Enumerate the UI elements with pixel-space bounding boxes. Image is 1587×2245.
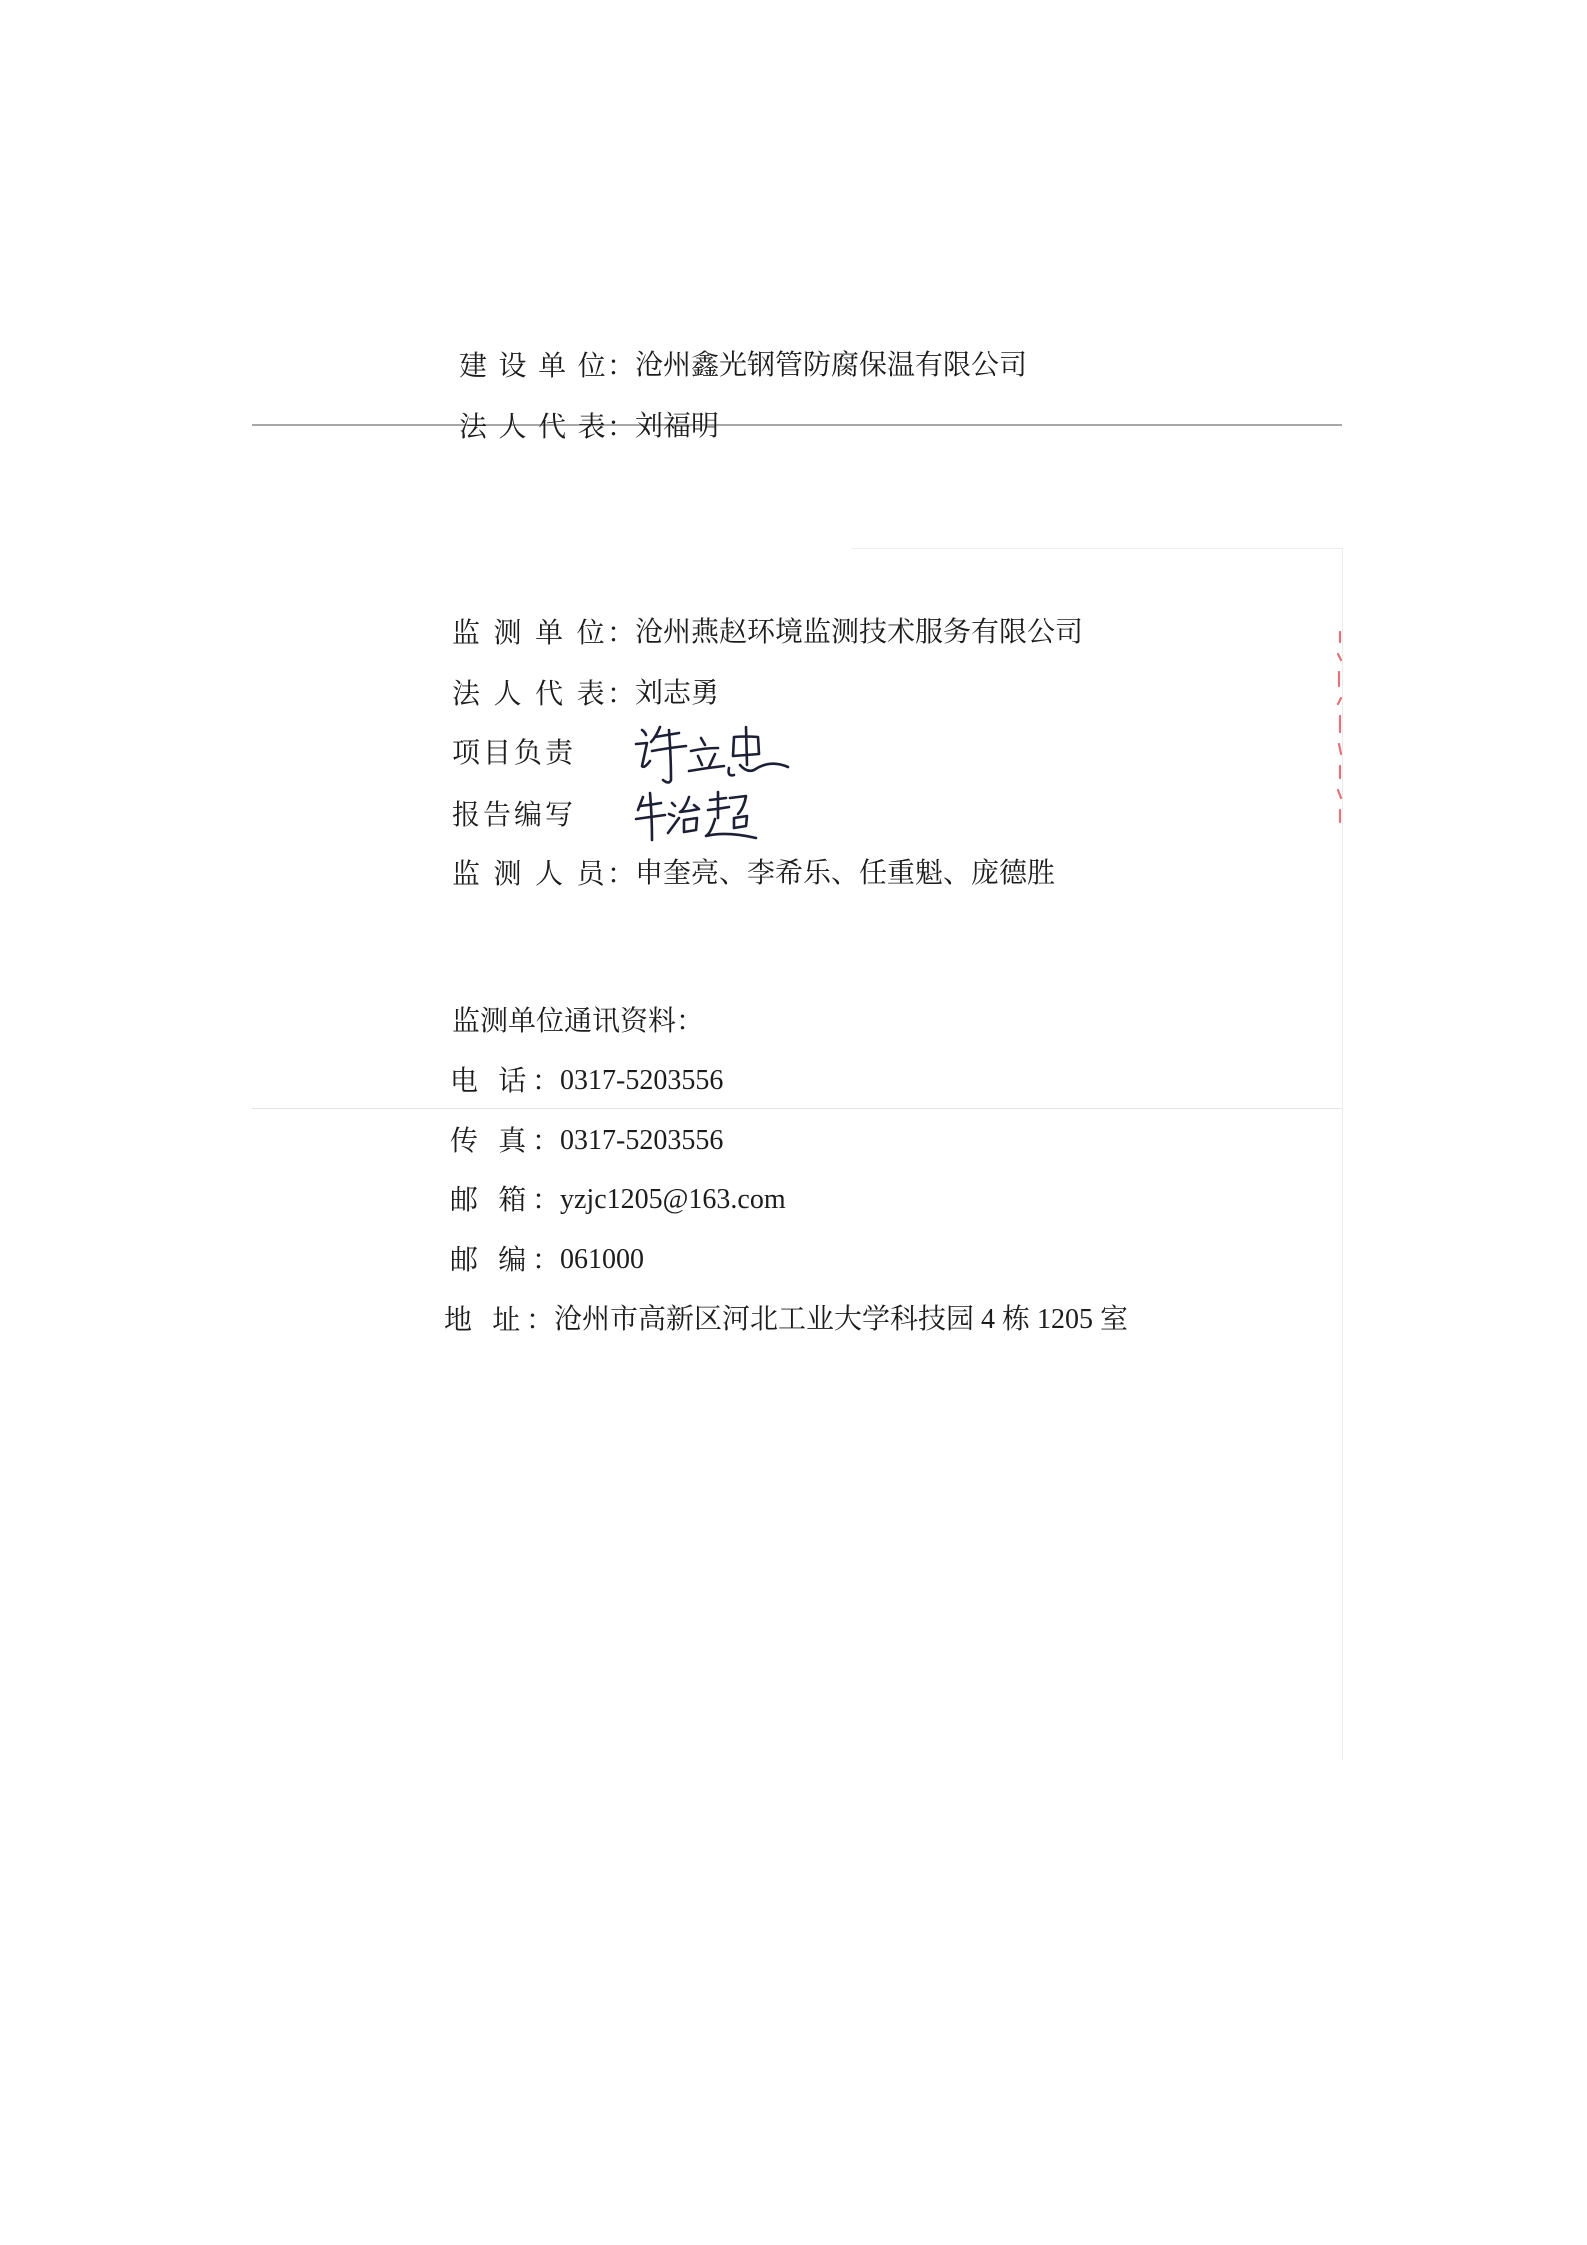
contact-postcode-row <box>450 1242 644 1278</box>
monitoring-legal-rep-label: 法 人 代 表： <box>452 677 635 710</box>
monitoring-legal-rep-value: 刘志勇 <box>635 678 720 709</box>
monitoring-staff-value: 申奎亮、李希乐、任重魁、庞德胜 <box>635 858 1056 889</box>
report-writer-row <box>452 797 635 833</box>
construction-legal-rep-value: 刘福明 <box>635 411 720 442</box>
contact-phone-value: 0317-5203556 <box>560 1065 724 1096</box>
project-leader-signature <box>630 720 792 792</box>
scan-artifact-line <box>252 424 1342 426</box>
scan-artifact-line <box>252 1108 1342 1109</box>
monitoring-unit-value: 沧州燕赵环境监测技术服务有限公司 <box>635 617 1084 648</box>
contact-fax-row <box>450 1123 723 1159</box>
contact-title-text: 监测单位通讯资料： <box>452 1004 705 1037</box>
scan-artifact-line <box>851 548 1342 549</box>
construction-unit-row <box>459 348 1027 384</box>
monitoring-legal-rep-row <box>452 676 719 712</box>
contact-address-label: 地 址： <box>444 1303 554 1336</box>
contact-email-row <box>450 1182 786 1218</box>
monitoring-unit-label: 监 测 单 位： <box>452 616 635 649</box>
report-writer-signature <box>634 788 760 844</box>
contact-phone-label: 电 话： <box>450 1064 560 1097</box>
contact-postcode-value: 061000 <box>560 1244 644 1275</box>
contact-postcode-label: 邮 编： <box>450 1243 560 1276</box>
report-writer-label: 报告编写 <box>452 798 577 831</box>
contact-fax-label: 传 真： <box>450 1124 560 1157</box>
contact-address-value: 沧州市高新区河北工业大学科技园 4 栋 1205 室 <box>554 1304 1129 1335</box>
project-leader-row <box>452 735 635 771</box>
construction-unit-value: 沧州鑫光钢管防腐保温有限公司 <box>635 350 1028 381</box>
construction-legal-rep-row <box>459 409 719 445</box>
contact-email-value: yzjc1205@163.com <box>560 1184 786 1215</box>
contact-title <box>452 1003 704 1039</box>
construction-legal-rep-label: 法 人 代 表： <box>459 410 635 443</box>
monitoring-unit-row <box>452 615 1083 651</box>
seal-edge-mark <box>1330 628 1350 828</box>
contact-email-label: 邮 箱： <box>450 1183 560 1216</box>
monitoring-staff-row <box>452 856 1055 892</box>
construction-unit-label: 建 设 单 位： <box>459 349 635 382</box>
contact-address-row <box>444 1302 1128 1338</box>
contact-fax-value: 0317-5203556 <box>560 1125 724 1156</box>
contact-phone-row <box>450 1063 723 1099</box>
project-leader-label: 项目负责 <box>452 736 577 769</box>
monitoring-staff-label: 监 测 人 员： <box>452 857 635 890</box>
